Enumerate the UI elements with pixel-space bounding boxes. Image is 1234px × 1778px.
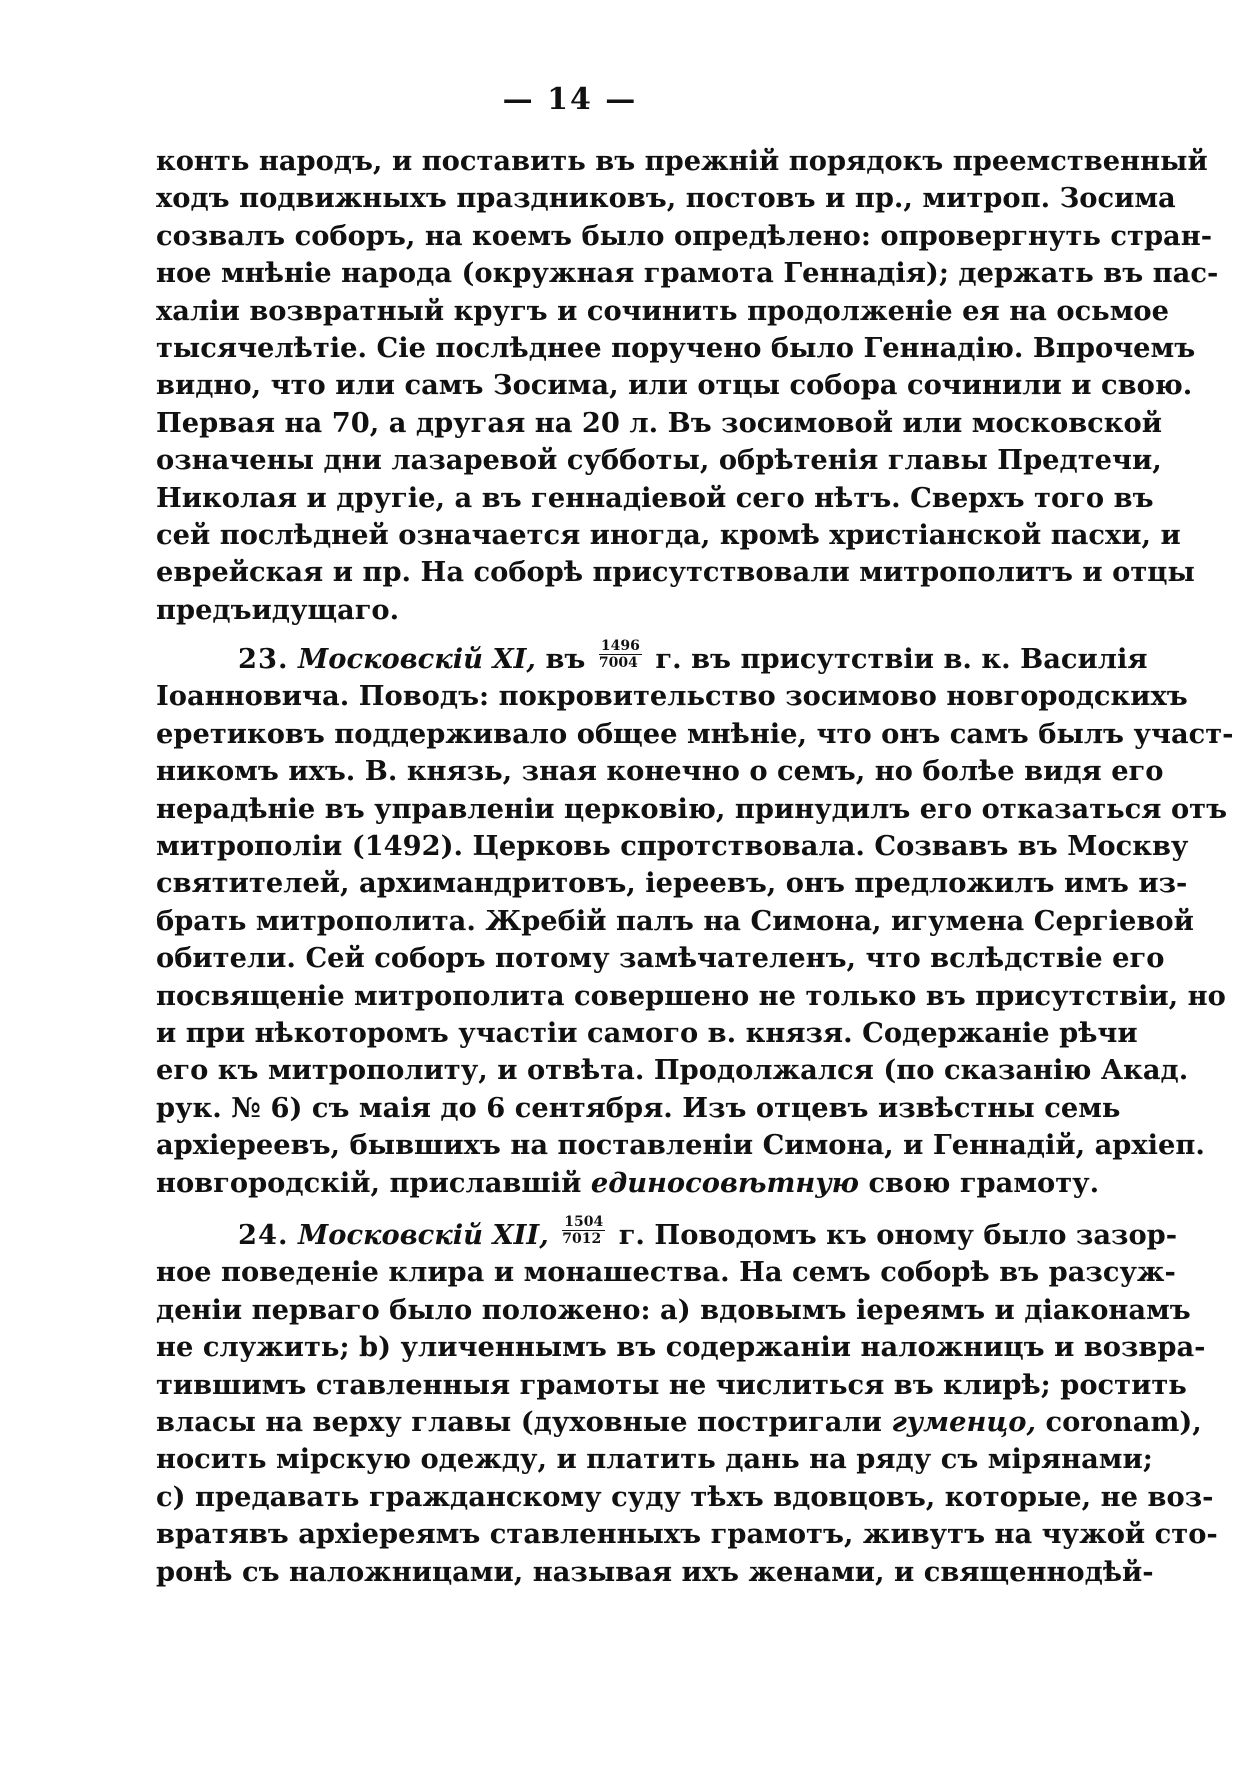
text-line: святителей, архимандритовъ, іереевъ, онъ предложилъ имъ из- bbox=[156, 867, 1188, 900]
text-line: означены дни лазаревой субботы, обрѣтенія главы Предтечи, bbox=[156, 444, 1162, 477]
text-line: вратявъ архіереямъ ставленныхъ грамотъ, живутъ на чужой сто- bbox=[156, 1518, 1218, 1551]
date-fraction bbox=[562, 1215, 605, 1246]
text-fragment: новгородскій, приславшій bbox=[156, 1166, 582, 1199]
text-line: ное поведеніе клира и монашества. На семъ соборѣ въ разсуж- bbox=[156, 1256, 1176, 1289]
text-line: халіи возвратный кругъ и сочинить продолженіе ея на осьмое bbox=[156, 294, 1169, 327]
text-line: рук. № 6) съ маія до 6 сентября. Изъ отцевъ извѣстны семь bbox=[156, 1091, 1121, 1124]
text-line: созвалъ соборъ, на коемъ было опредѣлено: опровергнуть стран- bbox=[156, 219, 1213, 252]
text-line: c) предавать гражданскому суду тѣхъ вдовцовъ, которые, не воз- bbox=[156, 1480, 1214, 1513]
page-number: — 14 — bbox=[502, 82, 638, 117]
text-line: ронѣ съ наложницами, называя ихъ женами, и священнодѣй- bbox=[156, 1555, 1154, 1588]
text-line: тившимъ ставленныя грамоты не числиться въ клирѣ; ростить bbox=[156, 1368, 1187, 1401]
item-heading-line bbox=[156, 1214, 1178, 1254]
item-title: Московскій XII, bbox=[298, 1219, 549, 1251]
text-line: ходъ подвижныхъ праздниковъ, постовъ и пр., митроп. Зосима bbox=[156, 182, 1176, 215]
text-line: брать митрополита. Жребій палъ на Симона, игумена Сергіевой bbox=[156, 904, 1194, 937]
item-title: Московскій XI, bbox=[298, 643, 536, 675]
text-line: тысячелѣтіе. Сіе послѣднее поручено было Геннадію. Впрочемъ bbox=[156, 332, 1196, 365]
text-line: сей послѣдней означается иногда, кромѣ христіанской пасхи, и bbox=[156, 519, 1181, 552]
item-heading-line bbox=[156, 638, 1148, 678]
text-line: видно, что или самъ Зосима, или отцы собора сочинили и свою. bbox=[156, 369, 1193, 402]
italic-word: единосовѣтную bbox=[590, 1166, 860, 1199]
item-number: 24. bbox=[238, 1219, 289, 1251]
item-number: 23. bbox=[238, 643, 289, 675]
text-line: никомъ ихъ. В. князь, зная конечно о семъ, но болѣе видя его bbox=[156, 755, 1164, 788]
text-line: архіереевъ, бывшихъ на поставленіи Симона, и Геннадій, архіеп. bbox=[156, 1129, 1205, 1162]
text-line: обители. Сей соборъ потому замѣчателенъ, что вслѣдствіе его bbox=[156, 942, 1165, 975]
text-fragment: въ bbox=[545, 643, 586, 675]
fraction-denominator: 7012 bbox=[562, 1231, 602, 1247]
fraction-numerator: 1496 bbox=[600, 638, 640, 654]
text-line: и при нѣкоторомъ участіи самого в. князя. Содержаніе рѣчи bbox=[156, 1017, 1138, 1050]
text-line: носить мірскую одежду, и платить дань на ряду съ мірянами; bbox=[156, 1443, 1153, 1476]
italic-word: гуменцо, bbox=[891, 1406, 1036, 1439]
paragraph-item-24 bbox=[156, 1214, 1218, 1591]
text-line: ное мнѣніе народа (окружная грамота Геннадія); держать въ пас- bbox=[156, 257, 1219, 290]
date-fraction bbox=[599, 639, 642, 670]
text-line: конть народъ, и поставить въ прежній порядокъ преемственный bbox=[156, 145, 1208, 177]
text-line bbox=[156, 1165, 1100, 1202]
text-line: предъидущаго. bbox=[156, 593, 400, 626]
text-line: еретиковъ поддерживало общее мнѣніе, что онъ самъ былъ участ- bbox=[156, 717, 1234, 750]
text-fragment: свою грамоту. bbox=[868, 1166, 1100, 1199]
text-line: митрополіи (1492). Церковь спротствовала. Созвавъ въ Москву bbox=[156, 830, 1189, 863]
paragraph-item-23 bbox=[156, 638, 1234, 1202]
text-line: нерадѣніе въ управленіи церковію, принудилъ его отказаться отъ bbox=[156, 792, 1228, 825]
text-line: еврейская и пр. На соборѣ присутствовали митрополитъ и отцы bbox=[156, 556, 1195, 589]
text-line bbox=[156, 1404, 1202, 1441]
fraction-denominator: 7004 bbox=[598, 655, 638, 671]
fraction-numerator: 1504 bbox=[564, 1214, 604, 1230]
text-fragment: г. въ присутствіи в. к. Василія bbox=[655, 643, 1148, 675]
text-line: не служить; b) уличеннымъ въ содержаніи наложницъ и возвра- bbox=[156, 1331, 1206, 1364]
paragraph-continuation bbox=[156, 143, 1219, 629]
text-line: деніи перваго было положено: a) вдовымъ іереямъ и діаконамъ bbox=[156, 1293, 1191, 1326]
text-fragment: г. Поводомъ къ оному было зазор- bbox=[618, 1219, 1178, 1251]
text-line: Николая и другіе, а въ геннадіевой сего нѣтъ. Сверхъ того въ bbox=[156, 481, 1154, 514]
text-line: Іоанновича. Поводъ: покровительство зосимово новгородскихъ bbox=[156, 680, 1188, 713]
text-fragment: coronam), bbox=[1045, 1406, 1202, 1439]
text-line: посвященіе митрополита совершено не только въ присутствіи, но bbox=[156, 979, 1226, 1012]
text-line: Первая на 70, а другая на 20 л. Въ зосимовой или московской bbox=[156, 406, 1162, 439]
text-fragment: власы на верху главы (духовные постригали bbox=[156, 1406, 882, 1439]
text-line: его къ митрополиту, и отвѣта. Продолжался (по сказанію Акад. bbox=[156, 1054, 1189, 1087]
